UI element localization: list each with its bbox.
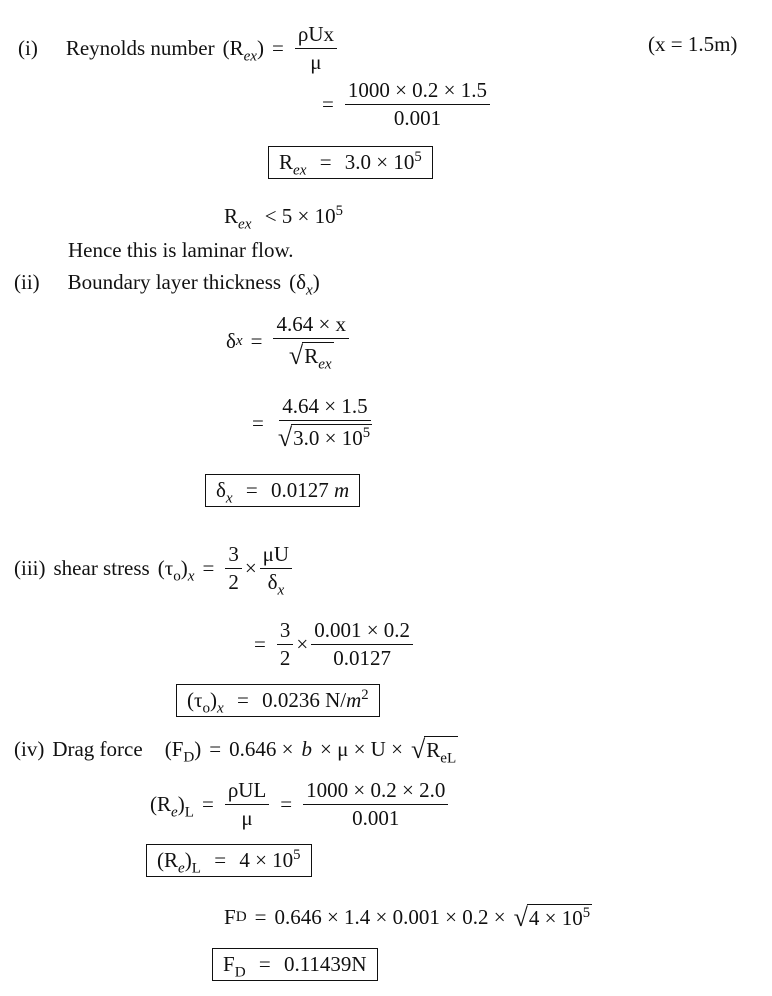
part-ii-label: (ii)	[14, 270, 40, 294]
shear-symbol: $(\tau_o)_x$	[157, 556, 195, 585]
shear-result-box: $(\tau_o)_x = 0.0236$ $N/m^2$	[176, 684, 380, 717]
laminar-conclusion: Hence this is laminar flow.	[68, 238, 294, 262]
reynolds-length-formula: $(R_e)_L$ = $\frac{\text{ρUL}}{\mu}$ = $\frac{1000 \times 0.2 \times 2.0}{0.001}$	[150, 780, 451, 829]
drag-symbol: $(F_D)$	[164, 736, 202, 765]
shear-substitution: = $\frac{3}{2}$ × $\frac{0.001 \times 0.2}{0.0127}$	[254, 620, 416, 669]
part-ii-heading-line	[14, 270, 320, 299]
thickness-result-box: $\delta_x = 0.0127$ m	[205, 474, 360, 507]
part-i-heading-line: (i) Reynolds number $(R_{ex})$ = $\frac{\text{ρUx}}{\mu}$	[18, 24, 340, 73]
reynolds-substitution: = $\frac{1000 \times 0.2 \times 1.5}{0.001}$	[322, 80, 493, 129]
part-iii-heading-line: (iii) shear stress $(\tau_o)_x$ = $\frac{3}{2}$ × $\frac{\mu U}{\delta_x}$	[14, 544, 295, 593]
thickness-symbol: $(\delta_x)$	[289, 270, 320, 299]
condition-note: (x = 1.5m)	[648, 32, 738, 56]
part-ii-heading: Boundary layer thickness	[67, 270, 282, 294]
thickness-substitution: = 4.64 × 1.5 √ $3.0 \times 10^5$	[252, 394, 371, 452]
reynolds-length-result-box: $(R_e)_L = 4 \times 10^5$	[146, 844, 312, 877]
reynolds-comparison: $R_{ex} < 5 \times 10^5$	[224, 202, 343, 233]
part-iv-heading-line: (iv) Drag force $(F_D)$ = 0.646 × b × μ × U × √ $R_{eL}$	[14, 735, 457, 767]
part-iv-label: (iv)	[14, 736, 45, 761]
part-i-heading: Reynolds number	[65, 36, 215, 60]
part-iii-label: (iii)	[14, 556, 46, 580]
thickness-formula: δ x = 4.64 × x √ $R_{ex}$	[226, 314, 352, 368]
part-iii-heading: shear stress	[53, 556, 150, 580]
part-iv-heading: Drag force	[52, 736, 143, 761]
reynolds-definition-fraction: $\frac{\text{ρUx}}{\mu}$	[295, 24, 337, 73]
drag-result-box: $F_D = 0.11439N$	[212, 948, 378, 981]
reynolds-result-box: $R_{ex} = 3.0 \times 10^5$	[268, 146, 433, 179]
part-i-label: (i)	[18, 36, 38, 60]
drag-substitution: F D = 0.646 × 1.4 × 0.001 × 0.2 × √ $4 \times 10^5$	[224, 903, 591, 932]
reynolds-symbol: $(R_{ex})$	[222, 36, 264, 65]
